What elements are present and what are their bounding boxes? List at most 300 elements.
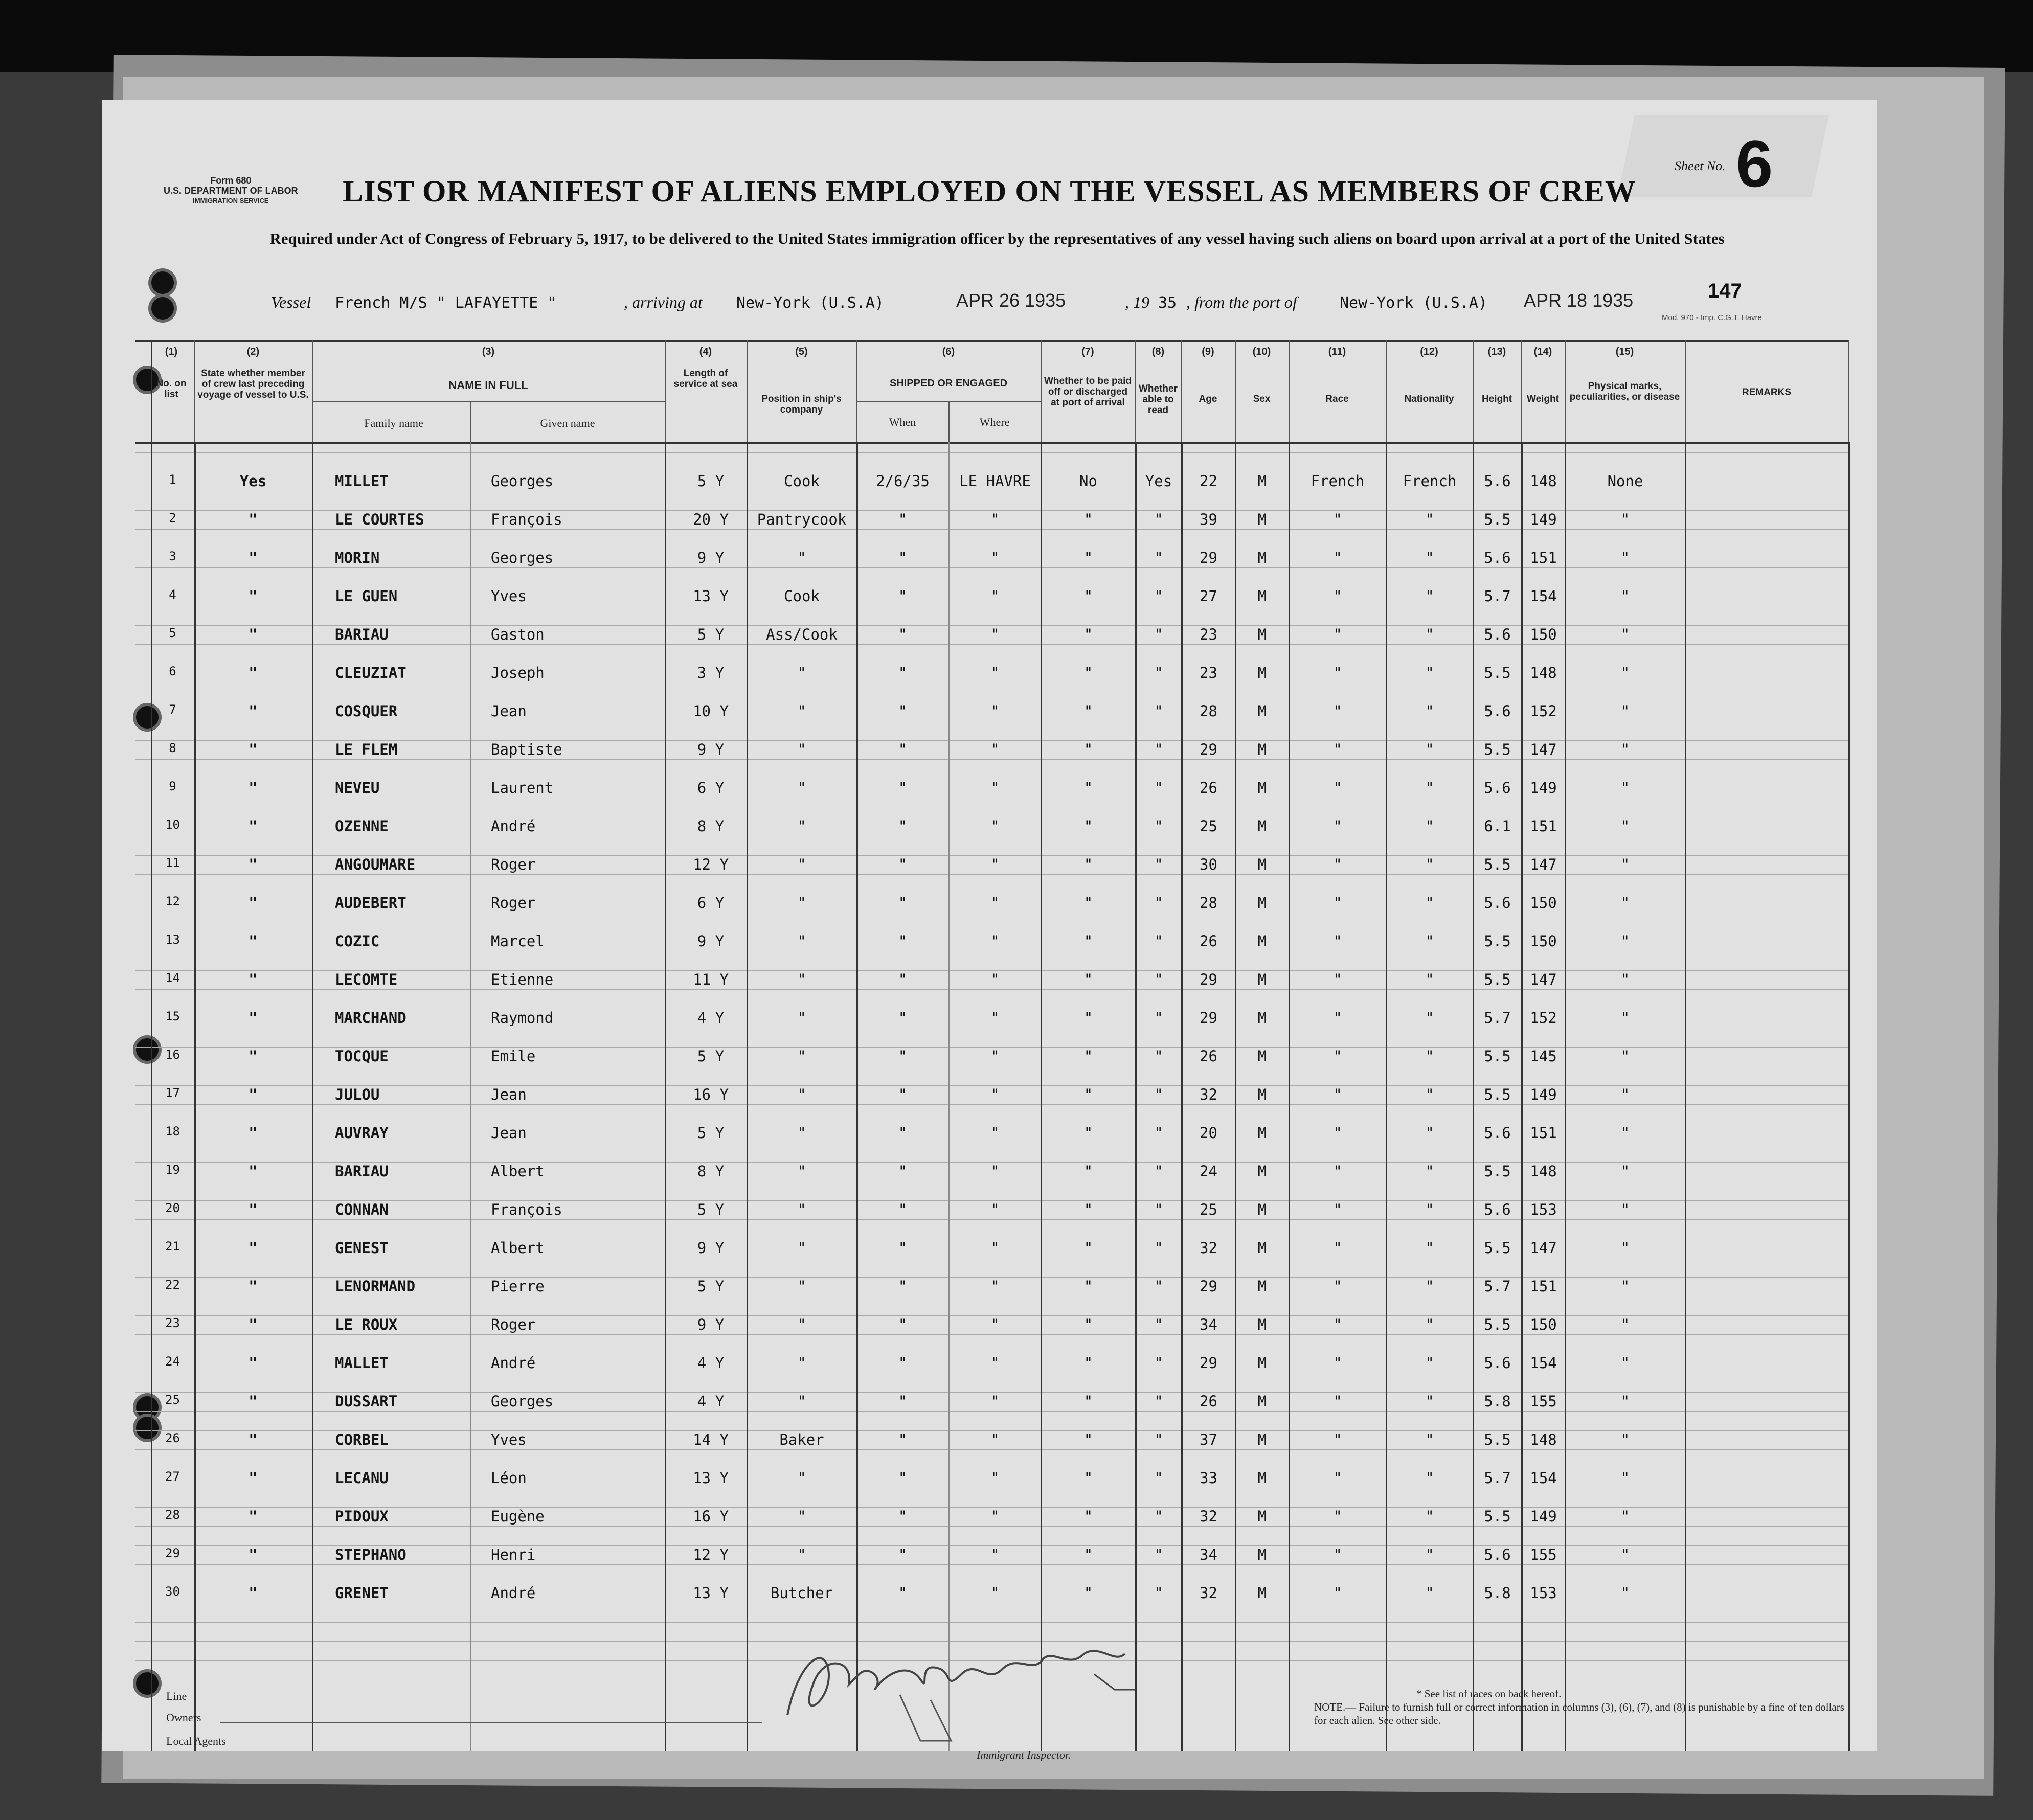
physical-marks: " [1620, 702, 1630, 720]
table-row [102, 619, 1877, 657]
race: " [1333, 817, 1342, 835]
row-number: 15 [165, 1009, 180, 1023]
weight: 152 [1530, 702, 1557, 720]
vessel-name: French M/S " LAFAYETTE " [335, 294, 557, 312]
race: " [1333, 1431, 1342, 1448]
race: " [1333, 1316, 1342, 1333]
paid-off: " [1083, 894, 1093, 912]
weight: 154 [1530, 1354, 1557, 1372]
able-to-read: " [1154, 856, 1163, 873]
given-name: Henri [491, 1546, 536, 1563]
weight: 148 [1530, 664, 1557, 681]
shipped-where: " [990, 1393, 1000, 1410]
able-to-read: " [1154, 702, 1163, 720]
physical-marks: " [1620, 1201, 1630, 1218]
physical-marks: " [1620, 1546, 1630, 1563]
family-name: OZENNE [335, 817, 389, 835]
shipped-when: " [898, 1584, 908, 1602]
paid-off: " [1083, 702, 1093, 720]
previous-voyage: " [249, 779, 258, 797]
paid-off: " [1083, 1584, 1093, 1602]
weight: 150 [1530, 932, 1557, 950]
sex: M [1257, 1163, 1267, 1180]
paid-off: " [1083, 1546, 1093, 1563]
physical-marks: " [1620, 549, 1630, 566]
shipped-where: " [990, 587, 1000, 605]
race: " [1333, 587, 1342, 605]
physical-marks: " [1620, 511, 1630, 528]
given-name: Roger [491, 894, 536, 912]
nationality: " [1425, 511, 1434, 528]
from-label: , from the port of [1186, 293, 1297, 311]
nationality: " [1425, 1163, 1434, 1180]
height: 6.1 [1484, 817, 1511, 835]
row-number: 29 [165, 1546, 180, 1560]
family-name: AUDEBERT [335, 894, 406, 912]
age: 29 [1200, 1354, 1217, 1372]
family-name: AUVRAY [335, 1124, 389, 1142]
col-num: (2) [246, 346, 260, 357]
shipped-when: " [898, 511, 908, 528]
row-number: 1 [169, 472, 176, 487]
race: " [1333, 702, 1342, 720]
family-name: CORBEL [335, 1431, 389, 1448]
previous-voyage: " [249, 1431, 258, 1448]
previous-voyage: " [249, 1316, 258, 1333]
race: " [1333, 664, 1342, 681]
paid-off: " [1083, 1278, 1093, 1295]
weight: 152 [1530, 1009, 1557, 1027]
paid-off: " [1083, 1048, 1093, 1065]
shipped-when: 2/6/35 [876, 472, 930, 490]
position: " [797, 1163, 806, 1180]
shipped-where: " [990, 932, 1000, 950]
col-num: (3) [482, 346, 495, 357]
family-name: LECANU [335, 1469, 389, 1487]
physical-marks: " [1620, 1086, 1630, 1103]
previous-voyage: " [249, 1508, 258, 1525]
family-name: ANGOUMARE [335, 856, 416, 873]
age: 34 [1200, 1546, 1217, 1563]
race: " [1333, 1048, 1342, 1065]
height: 5.7 [1484, 1009, 1511, 1027]
nationality: " [1425, 894, 1434, 912]
header-where: Where [979, 416, 1010, 428]
family-name: LE FLEM [335, 741, 398, 758]
height: 5.6 [1484, 1354, 1511, 1372]
family-name: PIDOUX [335, 1508, 389, 1525]
able-to-read: " [1154, 1431, 1163, 1448]
length-of-service: 8 Y [697, 1163, 725, 1180]
nationality: " [1425, 702, 1434, 720]
shipped-when: " [898, 1278, 908, 1295]
age: 23 [1200, 664, 1217, 681]
shipped-where: " [990, 664, 1000, 681]
able-to-read: " [1154, 1163, 1163, 1180]
length-of-service: 12 Y [693, 856, 729, 873]
sex: M [1257, 511, 1267, 528]
sex: M [1257, 1354, 1267, 1372]
physical-marks: " [1620, 1048, 1630, 1065]
given-name: Pierre [491, 1278, 545, 1295]
weight: 148 [1530, 1431, 1557, 1448]
given-name: François [491, 511, 562, 528]
height: 5.5 [1484, 1316, 1511, 1333]
age: 39 [1200, 511, 1217, 528]
header-prev-voyage: State whether member of crew last preceding voyage of vessel to U.S. [197, 368, 309, 400]
position: Cook [784, 472, 820, 490]
age: 26 [1200, 932, 1217, 950]
family-name: GRENET [335, 1584, 389, 1602]
race: " [1333, 779, 1342, 797]
height: 5.7 [1484, 1278, 1511, 1295]
table-row [102, 925, 1877, 964]
previous-voyage: " [249, 1393, 258, 1410]
header-paid-off: Whether to be paid off or discharged at port of arrival [1044, 376, 1132, 408]
table-row [102, 1117, 1877, 1155]
sex: M [1257, 1086, 1267, 1103]
previous-voyage: " [249, 741, 258, 758]
table-row [102, 1385, 1877, 1424]
family-name: MORIN [335, 549, 380, 566]
sex: M [1257, 1393, 1267, 1410]
table-top-rule [135, 340, 1848, 342]
given-name: André [491, 817, 536, 835]
table-row [102, 1424, 1877, 1462]
paid-off: " [1083, 1469, 1093, 1487]
header-family-name: Family name [364, 417, 423, 429]
col-num: (5) [795, 346, 808, 357]
length-of-service: 6 Y [697, 779, 725, 797]
able-to-read: " [1154, 1086, 1163, 1103]
shipped-when: " [898, 1239, 908, 1257]
able-to-read: " [1154, 1201, 1163, 1218]
table-row [102, 504, 1877, 542]
header-age: Age [1199, 394, 1217, 404]
height: 5.5 [1484, 971, 1511, 988]
physical-marks: " [1620, 1278, 1630, 1295]
age: 34 [1200, 1316, 1217, 1333]
height: 5.6 [1484, 779, 1511, 797]
race: " [1333, 1469, 1342, 1487]
age: 26 [1200, 779, 1217, 797]
given-name: Raymond [491, 1009, 554, 1027]
row-number: 2 [169, 511, 176, 525]
height: 5.5 [1484, 1048, 1511, 1065]
position: " [797, 1086, 806, 1103]
table-row [102, 887, 1877, 925]
race: " [1333, 741, 1342, 758]
able-to-read: " [1154, 1278, 1163, 1295]
shipped-where: " [990, 702, 1000, 720]
shipped-when: " [898, 1469, 908, 1487]
paid-off: " [1083, 1009, 1093, 1027]
sex: M [1257, 1431, 1267, 1448]
shipped-when: " [898, 741, 908, 758]
table-row [102, 849, 1877, 887]
shipped-when: " [898, 626, 908, 643]
nationality: " [1425, 741, 1434, 758]
given-name: Georges [491, 472, 554, 490]
physical-marks: " [1620, 1431, 1630, 1448]
nationality: " [1425, 1009, 1434, 1027]
height: 5.5 [1484, 511, 1511, 528]
vessel-label: Vessel [271, 293, 311, 311]
header-remarks: REMARKS [1742, 387, 1792, 398]
able-to-read: " [1154, 741, 1163, 758]
height: 5.6 [1484, 549, 1511, 566]
position: " [797, 702, 806, 720]
sex: M [1257, 1239, 1267, 1257]
given-name: Marcel [491, 932, 545, 950]
paid-off: " [1083, 741, 1093, 758]
family-name: JULOU [335, 1086, 380, 1103]
paid-off: " [1083, 817, 1093, 835]
shipped-when: " [898, 1316, 908, 1333]
family-name: COSQUER [335, 702, 398, 720]
column-divider [1848, 340, 1849, 442]
weight: 149 [1530, 1508, 1557, 1525]
given-name: Albert [491, 1163, 545, 1180]
paid-off: " [1083, 779, 1093, 797]
weight: 151 [1530, 549, 1557, 566]
sex: M [1257, 1584, 1267, 1602]
shipped-when: " [898, 779, 908, 797]
table-row [102, 1155, 1877, 1194]
physical-marks: " [1620, 894, 1630, 912]
row-number: 19 [165, 1163, 180, 1177]
weight: 147 [1530, 1239, 1557, 1257]
physical-marks: None [1607, 472, 1643, 490]
shipped-where: " [990, 1316, 1000, 1333]
paid-off: " [1083, 1086, 1093, 1103]
length-of-service: 6 Y [697, 894, 725, 912]
position: " [797, 664, 806, 681]
paid-off: " [1083, 1201, 1093, 1218]
height: 5.6 [1484, 1124, 1511, 1142]
race: French [1311, 472, 1365, 490]
table-row [102, 1347, 1877, 1385]
length-of-service: 4 Y [697, 1393, 725, 1410]
row-number: 8 [169, 741, 176, 755]
shipped-where: " [990, 1124, 1000, 1142]
length-of-service: 12 Y [693, 1546, 729, 1563]
length-of-service: 5 Y [697, 1278, 725, 1295]
race: " [1333, 1546, 1342, 1563]
position: " [797, 741, 806, 758]
given-name: Georges [491, 549, 554, 566]
length-of-service: 13 Y [693, 1469, 729, 1487]
sex: M [1257, 971, 1267, 988]
shipped-when: " [898, 702, 908, 720]
table-row [102, 1462, 1877, 1500]
row-number: 23 [165, 1316, 180, 1330]
nationality: " [1425, 1278, 1434, 1295]
sex: M [1257, 702, 1267, 720]
position: Baker [779, 1431, 824, 1448]
given-name: Gaston [491, 626, 545, 643]
paid-off: No [1079, 472, 1097, 490]
header-shipped: SHIPPED OR ENGAGED [889, 378, 1008, 389]
family-name: MALLET [335, 1354, 389, 1372]
row-number: 22 [165, 1278, 180, 1292]
family-name: TOCQUE [335, 1048, 389, 1065]
height: 5.5 [1484, 1239, 1511, 1257]
previous-voyage: " [249, 1086, 258, 1103]
physical-marks: " [1620, 856, 1630, 873]
physical-marks: " [1620, 741, 1630, 758]
given-name: Roger [491, 856, 536, 873]
physical-marks: " [1620, 1163, 1630, 1180]
shipped-where: " [990, 817, 1000, 835]
sex: M [1257, 587, 1267, 605]
sex: M [1257, 1508, 1267, 1525]
height: 5.5 [1484, 856, 1511, 873]
shipped-when: " [898, 1393, 908, 1410]
shipped-where: " [990, 856, 1000, 873]
family-name: MILLET [335, 472, 389, 490]
sex: M [1257, 856, 1267, 873]
row-number: 12 [165, 894, 180, 908]
length-of-service: 9 Y [697, 1239, 725, 1257]
col-num: (12) [1420, 346, 1438, 357]
given-name: Jean [491, 1124, 527, 1142]
sex: M [1257, 817, 1267, 835]
previous-voyage: " [249, 932, 258, 950]
length-of-service: 5 Y [697, 1048, 725, 1065]
previous-voyage: " [249, 1469, 258, 1487]
weight: 154 [1530, 587, 1557, 605]
shipped-where: " [990, 1201, 1000, 1218]
previous-voyage: " [249, 1354, 258, 1372]
table-row [102, 1079, 1877, 1117]
table-row [102, 772, 1877, 810]
shipped-where: " [990, 779, 1000, 797]
row-number: 3 [169, 549, 176, 563]
shipped-where: " [990, 1163, 1000, 1180]
age: 32 [1200, 1086, 1217, 1103]
sex: M [1257, 1316, 1267, 1333]
age: 27 [1200, 587, 1217, 605]
form-number: Form 680 [210, 175, 252, 186]
weight: 151 [1530, 1124, 1557, 1142]
nationality: " [1425, 1239, 1434, 1257]
able-to-read: " [1154, 817, 1163, 835]
age: 28 [1200, 894, 1217, 912]
header-physical-marks: Physical marks, peculiarities, or disease [1569, 381, 1680, 402]
manifest-page [102, 100, 1877, 1761]
length-of-service: 13 Y [693, 587, 729, 605]
inspector-signature [767, 1623, 1156, 1756]
position: " [797, 1124, 806, 1142]
nationality: " [1425, 1469, 1434, 1487]
previous-voyage: " [249, 971, 258, 988]
weight: 149 [1530, 511, 1557, 528]
shipped-when: " [898, 1009, 908, 1027]
paid-off: " [1083, 549, 1093, 566]
family-name: DUSSART [335, 1393, 398, 1410]
position: " [797, 1508, 806, 1525]
table-row [102, 1309, 1877, 1347]
header-race: Race [1325, 394, 1349, 404]
position: " [797, 1316, 806, 1333]
previous-voyage: " [249, 1278, 258, 1295]
position: Cook [784, 587, 820, 605]
length-of-service: 9 Y [697, 549, 725, 566]
table-row [102, 1002, 1877, 1040]
previous-voyage: " [249, 1546, 258, 1563]
able-to-read: " [1154, 1048, 1163, 1065]
weight: 150 [1530, 1316, 1557, 1333]
paid-off: " [1083, 1124, 1093, 1142]
able-to-read: " [1154, 971, 1163, 988]
physical-marks: " [1620, 1124, 1630, 1142]
length-of-service: 9 Y [697, 1316, 725, 1333]
header-weight: Weight [1527, 394, 1559, 404]
given-name: François [491, 1201, 562, 1218]
given-name: Eugène [491, 1508, 545, 1525]
physical-marks: " [1620, 817, 1630, 835]
length-of-service: 4 Y [697, 1354, 725, 1372]
ruled-line [135, 452, 1848, 453]
row-number: 14 [165, 971, 180, 985]
paid-off: " [1083, 511, 1093, 528]
height: 5.5 [1484, 741, 1511, 758]
document-title: LIST OR MANIFEST OF ALIENS EMPLOYED ON THE VESSEL AS MEMBERS OF CREW [343, 174, 1636, 208]
sex: M [1257, 664, 1267, 681]
previous-voyage: " [249, 894, 258, 912]
nationality: " [1425, 1086, 1434, 1103]
row-number: 10 [165, 817, 180, 832]
nationality: " [1425, 1431, 1434, 1448]
previous-voyage: " [249, 1163, 258, 1180]
nationality: " [1425, 626, 1434, 643]
age: 22 [1200, 472, 1217, 490]
age: 29 [1200, 971, 1217, 988]
header-height: Height [1481, 394, 1512, 404]
age: 29 [1200, 741, 1217, 758]
weight: 150 [1530, 894, 1557, 912]
age: 33 [1200, 1469, 1217, 1487]
previous-voyage: " [249, 664, 258, 681]
given-name: Baptiste [491, 741, 562, 758]
line-label: Line [166, 1690, 187, 1702]
position: " [797, 1048, 806, 1065]
physical-marks: " [1620, 587, 1630, 605]
age: 32 [1200, 1584, 1217, 1602]
header-when: When [889, 416, 916, 428]
length-of-service: 16 Y [693, 1086, 729, 1103]
service-name: IMMIGRATION SERVICE [193, 197, 269, 204]
able-to-read: " [1154, 1239, 1163, 1257]
ruled-line [135, 1622, 1848, 1623]
owners-rule [220, 1722, 762, 1723]
sex: M [1257, 472, 1267, 490]
physical-marks: " [1620, 971, 1630, 988]
height: 5.6 [1484, 1201, 1511, 1218]
height: 5.5 [1484, 932, 1511, 950]
header-length-service: Length of service at sea [673, 368, 738, 390]
race: " [1333, 1086, 1342, 1103]
family-name: GENEST [335, 1239, 389, 1257]
able-to-read: " [1154, 1316, 1163, 1333]
penalty-note: NOTE.— Failure to furnish full or correct information in columns (3), (6), (7), and (8) is punishable by a fine of ten dollars for each alien. See other side. [1314, 1701, 1844, 1726]
shipped-when: " [898, 1163, 908, 1180]
row-number: 21 [165, 1239, 180, 1254]
weight: 148 [1530, 472, 1557, 490]
given-name: Georges [491, 1393, 554, 1410]
physical-marks: " [1620, 1009, 1630, 1027]
